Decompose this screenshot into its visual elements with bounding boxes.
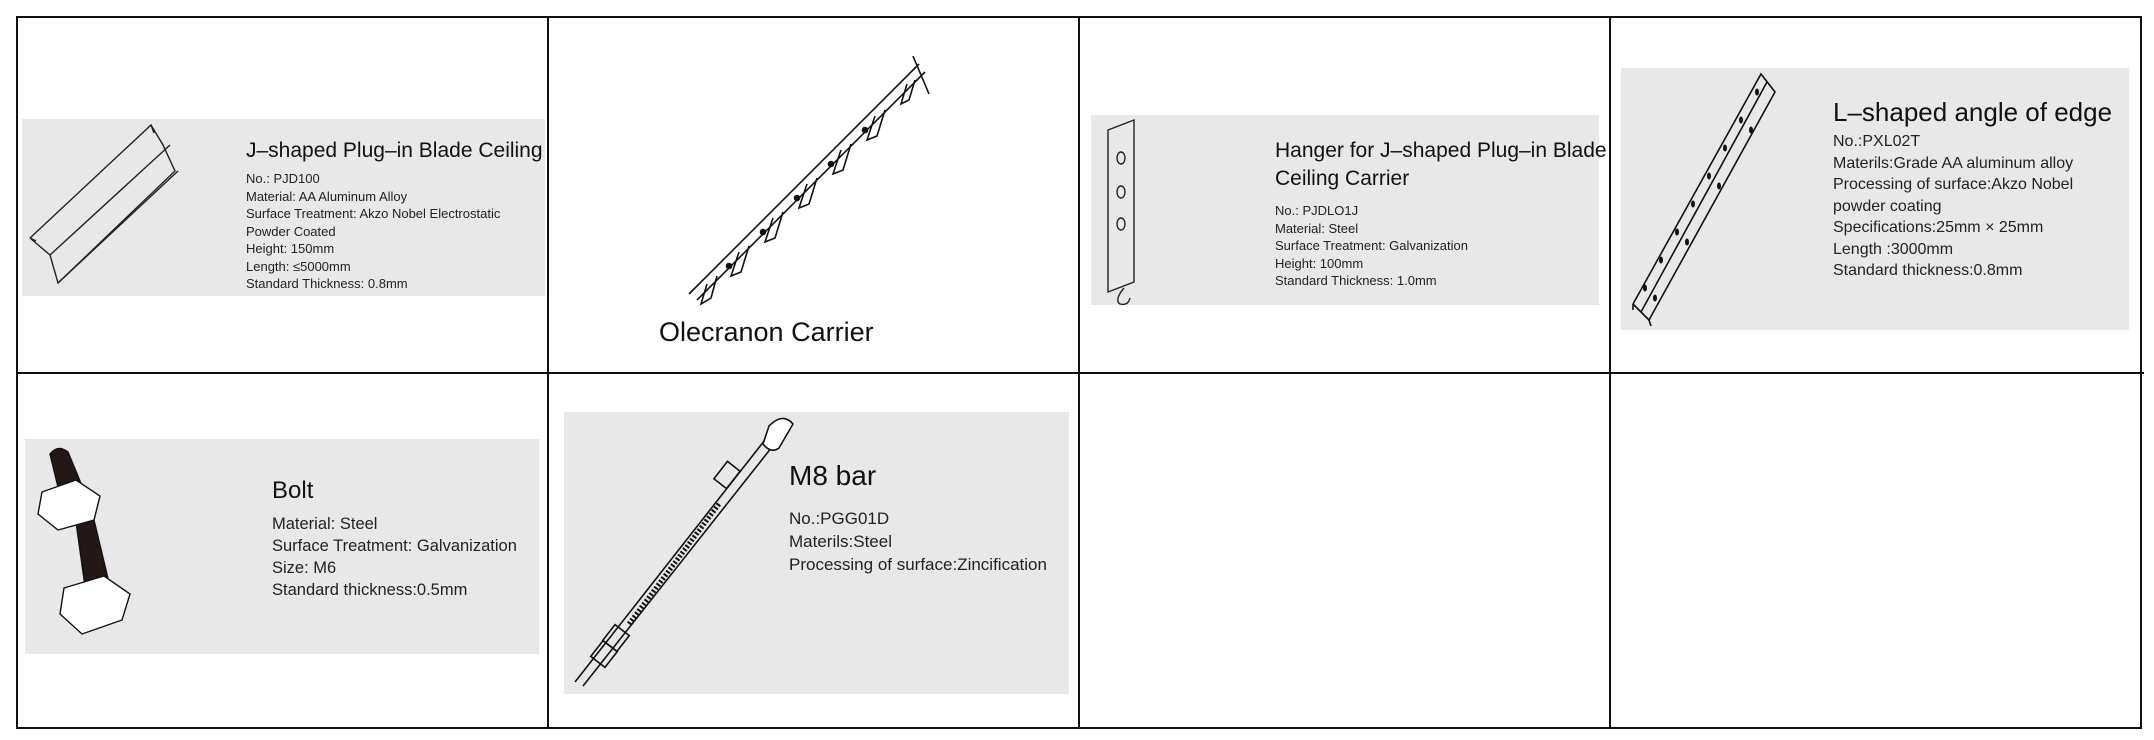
spec-item: Height: 100mm — [1275, 255, 1364, 271]
spec-item: Size: M6 — [272, 559, 337, 577]
spec-item: No.:PGG01D — [789, 509, 890, 528]
spec-item: Specifications:25mm × 25mm — [1833, 219, 2044, 236]
bolt-illustration — [32, 440, 162, 658]
product-title: J–shaped Plug–in Blade Ceiling — [246, 139, 543, 162]
product-cell-bolt — [18, 374, 549, 727]
olecranon-carrier-illustration — [679, 54, 939, 324]
product-title: M8 bar — [789, 460, 877, 491]
product-spec-table — [16, 16, 2142, 729]
spec-item: No.: PJDLO1J — [1275, 203, 1359, 218]
empty-cell — [1611, 374, 2144, 727]
j-blade-ceiling-illustration — [28, 123, 188, 293]
spec-item: Standard Thickness: 0.8mm — [246, 276, 408, 291]
product-cell-j-blade-ceiling — [18, 18, 549, 374]
m8-bar-illustration — [569, 414, 809, 694]
product-specs — [1833, 131, 2073, 282]
product-cell-olecranon-carrier — [549, 18, 1080, 374]
spec-item: Length: ≤5000mm — [246, 258, 351, 274]
spec-item: Processing of surface:Zincification — [789, 555, 1047, 574]
product-title: L–shaped angle of edge — [1833, 97, 2113, 127]
spec-item: Material: AA Aluminum Alloy — [246, 188, 408, 204]
product-specs — [1275, 202, 1468, 290]
hanger-illustration — [1104, 118, 1144, 308]
product-specs — [789, 507, 1047, 576]
product-title: Ceiling Carrier — [1275, 167, 1410, 190]
spec-item: Surface Treatment: Galvanization — [272, 537, 517, 555]
product-title: Hanger for J–shaped Plug–in Blade — [1275, 139, 1607, 162]
product-cell-l-angle-edge — [1611, 18, 2144, 374]
product-specs — [246, 170, 500, 293]
spec-item: Material: Steel — [272, 515, 378, 533]
spec-item: No.: PJD100 — [246, 171, 320, 186]
spec-item: Material: Steel — [1275, 220, 1359, 236]
spec-item: Surface Treatment: Akzo Nobel Electrostatic — [246, 206, 501, 221]
spec-item: Standard thickness:0.5mm — [272, 581, 468, 599]
spec-item: Processing of surface:Akzo Nobel — [1833, 176, 2074, 193]
spec-item: Length :3000mm — [1833, 240, 1954, 258]
l-angle-edge-illustration — [1631, 72, 1791, 328]
product-title: Bolt — [272, 477, 314, 504]
spec-item: powder coating — [1833, 197, 1942, 215]
empty-cell — [1080, 374, 1611, 727]
product-title: Olecranon Carrier — [659, 317, 874, 347]
product-cell-hanger — [1080, 18, 1611, 374]
spec-item: No.:PXL02T — [1833, 133, 1921, 150]
spec-item: Materils:Grade AA aluminum alloy — [1833, 154, 2074, 172]
product-specs — [272, 513, 517, 601]
spec-item: Powder Coated — [246, 223, 336, 239]
spec-item: Standard thickness:0.8mm — [1833, 262, 2023, 279]
spec-item: Surface Treatment: Galvanization — [1275, 238, 1468, 253]
spec-item: Height: 150mm — [246, 241, 335, 256]
spec-item: Materils:Steel — [789, 532, 892, 551]
product-cell-m8-bar — [549, 374, 1080, 727]
spec-item: Standard Thickness: 1.0mm — [1275, 273, 1437, 288]
